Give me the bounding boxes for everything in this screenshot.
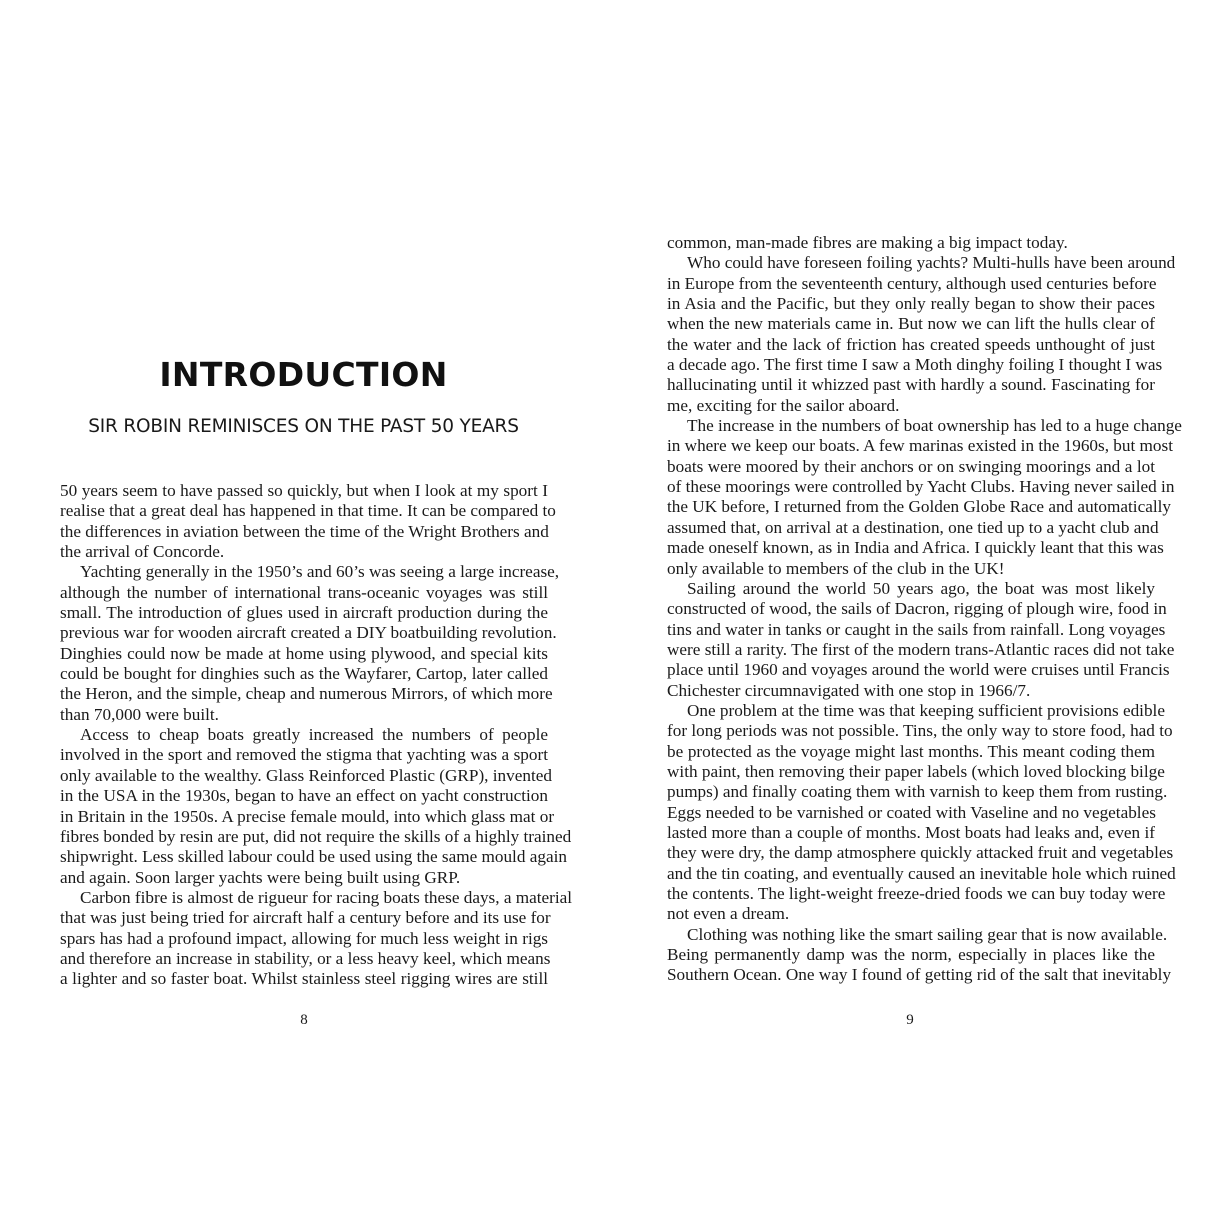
text-line: previous war for wooden aircraft created a DIY boatbuilding revolution. — [60, 623, 557, 643]
text-line: involved in the sport and removed the stigma that yachting was a sport — [60, 745, 548, 765]
text-line: only available to members of the club in the UK! — [667, 558, 1005, 578]
paragraph — [667, 416, 1182, 579]
text-line: hallucinating until it whizzed past with hardly a sound. Fascinating for — [667, 375, 1155, 395]
text-line: than 70,000 were built. — [60, 704, 219, 724]
text-line: not even a dream. — [667, 904, 790, 924]
text-line: in Britain in the 1950s. A precise female mould, into which glass mat or — [60, 806, 555, 826]
text-line: and therefore an increase in stability, or a less heavy keel, which means — [60, 948, 551, 968]
text-line: boats were moored by their anchors or on swinging moorings and a lot — [667, 456, 1155, 476]
text-line: when the new materials came in. But now we can lift the hulls clear of — [667, 314, 1155, 334]
text-line: constructed of wood, the sails of Dacron, rigging of plough wire, food in — [667, 599, 1167, 619]
text-line: the water and the lack of friction has created speeds unthought of just — [667, 334, 1155, 354]
text-line: only available to the wealthy. Glass Reinforced Plastic (GRP), invented — [60, 765, 552, 785]
text-line: they were dry, the damp atmosphere quickly attacked fruit and vegetables — [667, 843, 1174, 863]
text-line: Clothing was nothing like the smart sailing gear that is now available. — [687, 924, 1168, 944]
text-line: Yachting generally in the 1950’s and 60’s was seeing a large increase, — [80, 562, 560, 582]
text-line: the arrival of Concorde. — [60, 542, 225, 562]
text-line: Sailing around the world 50 years ago, the boat was most likely — [687, 578, 1155, 598]
text-line: in Europe from the seventeenth century, although used centuries before — [667, 273, 1157, 293]
text-line: made oneself known, as in India and Africa. I quickly leant that this was — [667, 538, 1164, 558]
text-line: with paint, then removing their paper labels (which loved blocking bilge — [667, 761, 1165, 781]
text-line: common, man-made fibres are making a big impact today. — [667, 233, 1068, 252]
text-line: Chichester circumnavigated with one stop in 1966/7. — [667, 680, 1031, 700]
page-number-left: 8 — [300, 1012, 308, 1028]
right-page-body — [667, 233, 1182, 986]
text-line: 50 years seem to have passed so quickly, but when I look at my sport I — [60, 481, 548, 500]
paragraph — [60, 562, 560, 725]
text-line: place until 1960 and voyages around the world were cruises until Francis — [667, 660, 1170, 680]
text-line: the differences in aviation between the time of the Wright Brothers and — [60, 521, 549, 541]
text-line: although the number of international trans-oceanic voyages was still — [60, 582, 548, 602]
text-line: a decade ago. The first time I saw a Moth dinghy foiling I thought I was — [667, 355, 1163, 375]
page-number-right: 9 — [906, 1012, 914, 1028]
text-line: and again. Soon larger yachts were being built using GRP. — [60, 867, 461, 887]
chapter-subtitle: SIR ROBIN REMINISCES ON THE PAST 50 YEARS — [88, 416, 519, 437]
text-line: Eggs needed to be varnished or coated with Vaseline and no vegetables — [667, 802, 1156, 822]
text-line: The increase in the numbers of boat ownership has led to a huge change — [687, 416, 1182, 436]
text-line: Being permanently damp was the norm, especially in places like the — [667, 945, 1155, 965]
text-line: the UK before, I returned from the Golden Globe Race and automatically — [667, 497, 1171, 517]
text-line: a lighter and so faster boat. Whilst stainless steel rigging wires are still — [60, 969, 548, 989]
text-line: me, exciting for the sailor aboard. — [667, 395, 900, 415]
text-line: Carbon fibre is almost de rigueur for racing boats these days, a material — [80, 887, 573, 907]
paragraph — [60, 481, 556, 562]
paragraph — [60, 725, 572, 888]
text-line: shipwright. Less skilled labour could be used using the same mould again — [60, 847, 567, 867]
paragraph — [667, 233, 1155, 253]
text-line: Who could have foreseen foiling yachts? Multi-hulls have been around — [687, 253, 1176, 273]
text-line: fibres bonded by resin are put, did not require the skills of a highly trained — [60, 826, 572, 846]
text-line: and the tin coating, and eventually caused an inevitable hole which ruined — [667, 863, 1176, 883]
left-page-body — [60, 481, 573, 990]
text-line: the contents. The light-weight freeze-dried foods we can buy today were — [667, 884, 1166, 903]
text-line: spars has had a profound impact, allowing for much less weight in rigs — [60, 928, 548, 948]
text-line: assumed that, on arrival at a destination, one tied up to a yacht club and — [667, 517, 1159, 537]
paragraph — [667, 578, 1175, 701]
text-line: in where we keep our boats. A few marinas existed in the 1960s, but most — [667, 436, 1173, 456]
text-line: in Asia and the Pacific, but they only really began to show their paces — [667, 294, 1155, 314]
text-line: Dinghies could now be made at home using plywood, and special kits — [60, 643, 548, 663]
text-line: for long periods was not possible. Tins, the only way to store food, had to — [667, 721, 1173, 741]
text-line: small. The introduction of glues used in aircraft production during the — [60, 603, 548, 623]
text-line: were still a rarity. The first of the modern trans-Atlantic races did not take — [667, 639, 1175, 659]
text-line: could be bought for dinghies such as the Wayfarer, Cartop, later called — [60, 664, 548, 684]
paragraph — [667, 924, 1172, 986]
text-line: Access to cheap boats greatly increased the numbers of people — [80, 725, 548, 745]
text-line: be protected as the voyage might last months. This meant coding them — [667, 741, 1155, 761]
paragraph — [667, 700, 1176, 925]
paragraph — [60, 887, 573, 990]
text-line: that was just being tried for aircraft half a century before and its use for — [60, 908, 551, 928]
text-line: in the USA in the 1930s, began to have an effect on yacht construction — [60, 786, 548, 806]
text-line: pumps) and finally coating them with varnish to keep them from rusting. — [667, 782, 1168, 802]
text-line: Southern Ocean. One way I found of getting rid of the salt that inevitably — [667, 965, 1172, 985]
text-line: the Heron, and the simple, cheap and numerous Mirrors, of which more — [60, 684, 553, 704]
right-page — [607, 0, 1214, 1214]
text-line: One problem at the time was that keeping sufficient provisions edible — [687, 700, 1165, 720]
text-line: of these moorings were controlled by Yacht Clubs. Having never sailed in — [667, 477, 1175, 497]
text-line: realise that a great deal has happened in that time. It can be compared to — [60, 501, 556, 521]
text-line: lasted more than a couple of months. Most boats had leaks and, even if — [667, 822, 1155, 842]
text-line: tins and water in tanks or caught in the sails from rainfall. Long voyages — [667, 619, 1166, 639]
paragraph — [667, 253, 1176, 416]
chapter-title: INTRODUCTION — [159, 355, 448, 394]
